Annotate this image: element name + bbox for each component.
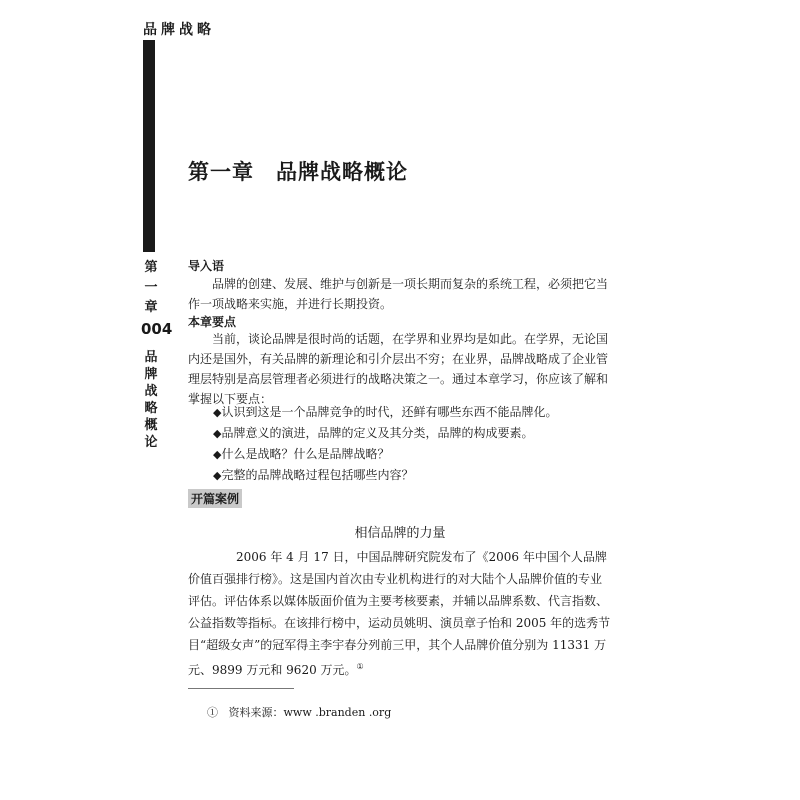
case-label: 开篇案例	[188, 489, 242, 508]
side-title-label: 品牌战略概论	[144, 350, 158, 450]
footnote	[207, 704, 391, 720]
running-head: 品牌战略	[143, 22, 215, 38]
list-item: ◆品牌意义的演进，品牌的定义及其分类，品牌的构成要素。	[213, 426, 534, 440]
diamond-bullet-icon: ◆	[213, 406, 222, 419]
intro-heading: 导入语	[188, 259, 225, 273]
footnote-divider	[188, 688, 294, 689]
key-points-text: 当前，谈论品牌是很时尚的话题，在学界和业界均是如此。在学界，无论国内还是国外，有关品牌的新理论和引介层出不穷；在业界，品牌战略成了企业管理层特别是高层管理者必须进行的战略决策之一。通过本章学习，你应该了解和掌握以下要点：	[188, 332, 609, 406]
side-bar-decoration	[143, 40, 155, 252]
intro-text: 品牌的创建、发展、维护与创新是一项长期而复杂的系统工程，必须把它当作一项战略来实施，并进行长期投资。	[188, 277, 609, 311]
side-chapter-label: 第一章	[144, 260, 158, 315]
key-points-heading: 本章要点	[188, 315, 237, 329]
diamond-bullet-icon: ◆	[213, 448, 222, 461]
case-title: 相信品牌的力量	[354, 526, 446, 541]
chapter-title: 第一章 品牌战略概论	[188, 159, 408, 184]
list-item: ◆什么是战略？什么是品牌战略？	[213, 447, 390, 461]
key-points-list	[213, 402, 557, 486]
diamond-bullet-icon: ◆	[213, 469, 222, 482]
footnote-reference[interactable]: ①	[356, 662, 364, 671]
list-item: ◆认识到这是一个品牌竞争的时代，还鲜有哪些东西不能品牌化。	[213, 405, 558, 419]
footnote-text: 资料来源：www .branden .org	[228, 706, 392, 719]
diamond-bullet-icon: ◆	[213, 427, 222, 440]
list-item: ◆完整的品牌战略过程包括哪些内容？	[213, 468, 414, 482]
page-number: 004	[141, 320, 173, 338]
footnote-mark: ①	[207, 706, 218, 719]
case-body: 2006 年 4 月 17 日，中国品牌研究院发布了《2006 年中国个人品牌价值百强排行榜》。这是国内首次由专业机构进行的对大陆个人品牌价值的专业评估。评估体系以媒体版面价值为主要考核要素，并辅以品牌系数、代言指数、公益指数等指标。在该排行榜中，运动员姚明、演员章子怡和 2005 年的选秀节目“超级女声”的冠军得主李宇春分列前三甲，其个人品牌价值分别为 11331 万元、9899 万元和 9620 万元。①	[188, 550, 611, 677]
